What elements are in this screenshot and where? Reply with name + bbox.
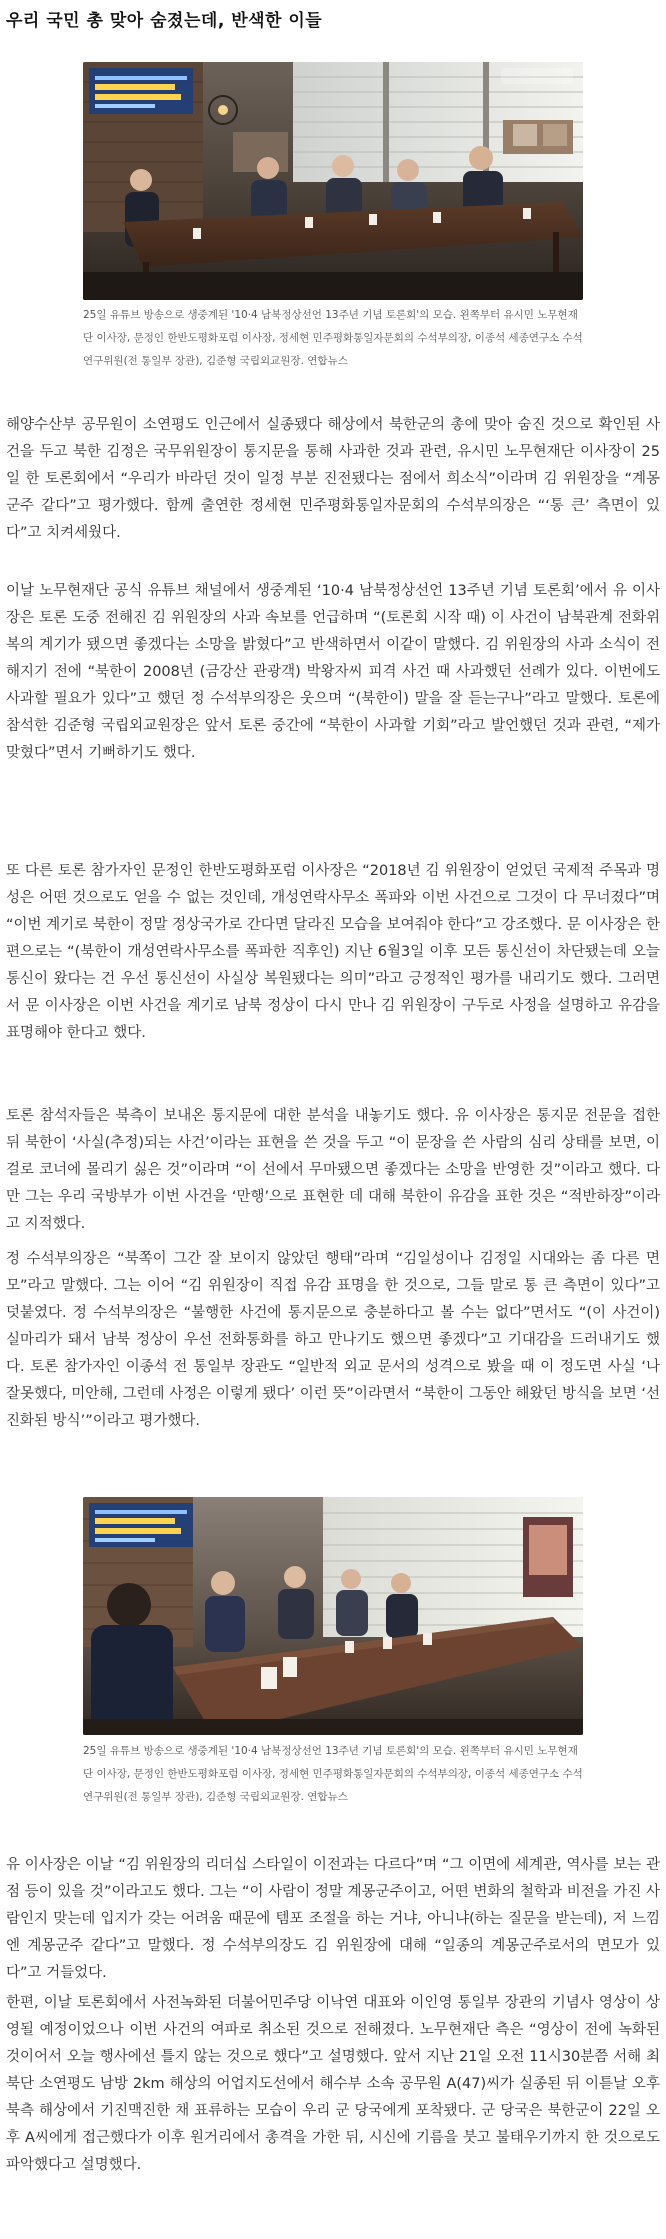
article-paragraph-4: 토론 참석자들은 북측이 보내온 통지문에 대한 분석을 내놓기도 했다. 유 이사장은 통지문 전문을 접한 뒤 북한이 ‘사실(추정)되는 사건’이라는 표현을 쓴 것을 두고 “이 문장을 쓴 사람의 심리 상태를 보면, 이걸로 코너에 몰리기 싫은 것”이라며 “이 선에서 무마됐으면 좋겠다는 소망을 반영한 것”이라고 했다. 다만 그는 우리 국방부가 이번 사건을 ‘만행’으로 표현한 데 대해 북한이 유감을 표한 것은 “적반하장”이라고 지적했다. — [6, 1108, 660, 1232]
article-paragraph-7: 한편, 이날 토론회에서 사전녹화된 더불어민주당 이낙연 대표와 이인영 통일부 장관의 기념사 영상이 상영될 예정이었으나 이번 사건의 여파로 취소된 것으로 전해졌다. 노무현재단 측은 “영상이 전에 녹화된 것이어서 오늘 행사에선 틀지 않는 것으로 했다”고 설명했다. 앞서 지난 21일 오전 11시30분쯤 서해 최북단 소연평도 남방 2km 해상의 어업지도선에서 해수부 소속 공무원 A(47)씨가 실종된 뒤 이튿날 오후 북측 해상에서 기진맥진한 채 표류하는 모습이 우리 군 당국에게 포착됐다. 군 당국은 북한군이 22일 오후 A씨에게 접근했다가 이후 원거리에서 총격을 가한 뒤, 시신에 기름을 붓고 불태우기까지 한 것으로도 파악했다고 설명했다. — [6, 1995, 660, 2173]
panel-photo-image-2 — [83, 1497, 583, 1735]
photo-2-caption: 25일 유튜브 방송으로 생중계된 '10·4 남북정상선언 13주년 기념 토론회'의 모습. 왼쪽부터 유시민 노무현재단 이사장, 문정인 한반도평화포럼 이사장, 정세현 민주평화통일자문회의 수석부의장, 이종석 세종연구소 수석연구위원(전 통일부 장관), 김준형 국립외교원장. 연합뉴스 — [83, 1745, 583, 1803]
article-paragraph-2: 이날 노무현재단 공식 유튜브 채널에서 생중계된 ‘10·4 남북정상선언 13주년 기념 토론회’에서 유 이사장은 토론 도중 전해진 김 위원장의 사과 속보를 언급하며 “(토론회 시작 때) 이 사건이 남북관계 전화위복의 계기가 됐으면 좋겠다는 소망을 밝혔다”고 반색하면서 이같이 말했다. 김 위원장의 사과 소식이 전해지기 전에 “북한이 2008년 (금강산 관광객) 박왕자씨 피격 사건 때 사과했던 선례가 있다. 이번에도 사과할 필요가 있다”고 했던 정 수석부의장은 웃으며 “(북한이) 말을 잘 듣는구나”라고 말했다. 토론에 참석한 김준형 국립외교원장은 앞서 토론 중간에 “북한이 사과할 기회”라고 발언했던 것과 관련, “제가 맞혔다”면서 기뻐하기도 했다. — [6, 583, 660, 761]
article-paragraph-6: 유 이사장은 이날 “김 위원장의 리더십 스타일이 이전과는 다르다”며 “그 이면에 세계관, 역사를 보는 관점 등이 있을 것”이라고도 했다. 그는 “이 사람이 정말 계몽군주이고, 어떤 변화의 철학과 비전을 가진 사람인지 맞는데 입지가 갖는 어려움 때문에 템포 조절을 하는 거냐, 아니냐(하는 질문을 받는데), 저 느낌엔 계몽군주 같다”고 말했다. 정 수석부의장도 김 위원장에 대해 “일종의 계몽군주로서의 면모가 있다”고 거들었다. — [6, 1857, 660, 1981]
article-paragraph-1: 해양수산부 공무원이 소연평도 인근에서 실종됐다 해상에서 북한군의 총에 맞아 숨진 것으로 확인된 사건을 두고 북한 김정은 국무위원장이 통지문을 통해 사과한 것과 관련, 유시민 노무현재단 이사장이 25일 한 토론회에서 “우리가 바라던 것이 일정 부분 진전됐다는 점에서 희소식”이라며 김 위원장을 “계몽군주 같다”고 평가했다. 함께 출연한 정세현 민주평화통일자문회의 수석부의장은 “‘통 큰’ 측면이 있다”고 치켜세웠다. — [6, 417, 660, 541]
article-photo-2 — [83, 1497, 583, 1735]
panel-photo-image — [83, 62, 583, 300]
article-paragraph-3: 또 다른 토론 참가자인 문정인 한반도평화포럼 이사장은 “2018년 김 위원장이 얻었던 국제적 주목과 명성은 어떤 것으로도 얻을 수 없는 것인데, 개성연락사무소 폭파와 이번 사건으로 그것이 다 무너졌다”며 “이번 계기로 북한이 정말 정상국가로 간다면 달라진 모습을 보여줘야 한다”고 강조했다. 문 이사장은 한편으로는 “(북한이 개성연락사무소를 폭파한 직후인) 지난 6월3일 이후 모든 통신선이 차단됐는데 오늘 통신이 왔다는 건 우선 통신선이 사실상 복원됐다는 의미”라고 긍정적인 평가를 내리기도 했다. 그러면서 문 이사장은 이번 사건을 계기로 남북 정상이 다시 만나 김 위원장이 구두로 사정을 설명하고 유감을 표명해야 한다고 했다. — [6, 863, 660, 1041]
photo-1-caption: 25일 유튜브 방송으로 생중계된 '10·4 남북정상선언 13주년 기념 토론회'의 모습. 왼쪽부터 유시민 노무현재단 이사장, 문정인 한반도평화포럼 이사장, 정세현 민주평화통일자문회의 수석부의장, 이종석 세종연구소 수석연구위원(전 통일부 장관), 김준형 국립외교원장. 연합뉴스 — [83, 309, 583, 367]
article-title: 우리 국민 총 맞아 숨졌는데, 반색한 이들 — [6, 11, 323, 31]
article-paragraph-5: 정 수석부의장은 “북쪽이 그간 잘 보이지 않았던 행태”라며 “김일성이나 김정일 시대와는 좀 다른 면모”라고 말했다. 그는 이어 “김 위원장이 직접 유감 표명을 한 것으로, 그들 말로 통 큰 측면이 있다”고 덧붙였다. 정 수석부의장은 “불행한 사건에 통지문으로 충분하다고 볼 수는 없다”면서도 “(이 사건이) 실마리가 돼서 남북 정상이 우선 전화통화를 하고 만나기도 했으면 좋겠다”고 기대감을 드러내기도 했다. 토론 참가자인 이종석 전 통일부 장관도 “일반적 외교 문서의 성격으로 봤을 때 이 정도면 사실 ‘나 잘못했다, 미안해, 그런데 사정은 이렇게 됐다’ 이런 뜻”이라면서 “북한이 그동안 해왔던 방식을 보면 ‘선진화된 방식’”이라고 평가했다. — [6, 1251, 660, 1429]
article-photo-1 — [83, 62, 583, 300]
